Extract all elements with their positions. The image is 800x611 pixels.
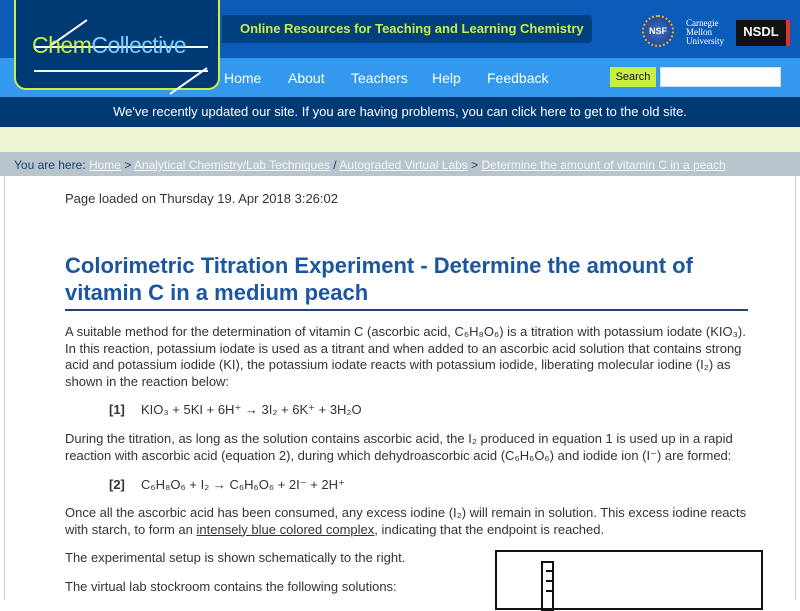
- search-input[interactable]: [660, 67, 781, 87]
- paragraph-stockroom: The virtual lab stockroom contains the following solutions:: [65, 579, 397, 594]
- burette-tick: [546, 580, 554, 582]
- logo-line: [34, 70, 208, 72]
- burette-tick: [546, 590, 554, 592]
- breadcrumb-analytical[interactable]: Analytical Chemistry/Lab Techniques: [134, 158, 330, 172]
- paragraph-intro: A suitable method for the determination of vitamin C (ascorbic acid, C₆H₈O₆) is a titration with potassium iodate (KIO₃). In this reaction, potassium iodate is used as a titrant and when added to an ascorbic acid solution that contains strong acid and potassium iodide (KI), the potassium iodate reacts with potassium iodide, liberating molecular iodine (I₂) as shown in the reaction below:: [65, 324, 746, 389]
- nav-home[interactable]: Home: [224, 70, 262, 86]
- paragraph-endpoint: [65, 505, 755, 538]
- text: Once all the ascorbic acid has been consumed, any excess iodine (I₂) will remain in solution. This excess iodine reacts with starch, to form an: [65, 505, 747, 537]
- nav-about[interactable]: About: [288, 70, 325, 86]
- logo-text: ChemCollective: [32, 32, 187, 58]
- breadcrumb-sep: >: [471, 158, 479, 172]
- page-title: Colorimetric Titration Experiment - Determine the amount of vitamin C in a medium peach: [65, 253, 693, 305]
- equation-text: KIO₃ + 5KI + 6H⁺ → 3I₂ + 6K⁺ + 3H₂O: [141, 402, 362, 417]
- title-rule: [65, 309, 748, 311]
- equation-2: [109, 477, 345, 493]
- chemcollective-logo[interactable]: [14, 0, 220, 90]
- breadcrumb: [0, 152, 800, 176]
- nsdl-logo[interactable]: NSDL: [736, 20, 790, 46]
- paragraph-titration: During the titration, as long as the solution contains ascorbic acid, the I₂ produced in equation 1 is used up in a rapid reaction with ascorbic acid (equation 2), during which dehydroascorbic acid (C₆H₆O₆) and iodide ion (I⁻) are formed:: [65, 431, 733, 463]
- equation-label: [2]: [109, 477, 125, 492]
- breadcrumb-autograded[interactable]: Autograded Virtual Labs: [339, 158, 468, 172]
- text: , indicating that the endpoint is reached.: [374, 521, 605, 537]
- breadcrumb-home[interactable]: Home: [88, 158, 121, 172]
- breadcrumb-sep: /: [333, 158, 337, 172]
- equation-text: C₆H₈O₆ + I₂ → C₆H₆O₆ + 2I⁻ + 2H⁺: [141, 477, 345, 492]
- breadcrumb-sep: >: [124, 158, 132, 172]
- breadcrumb-prefix: You are here:: [14, 158, 86, 172]
- notice-strip: [0, 127, 800, 152]
- burette-icon: [541, 561, 554, 611]
- tagline: Online Resources for Teaching and Learning Chemistry: [222, 15, 592, 43]
- equation-label: [1]: [109, 402, 125, 417]
- page-loaded-time: Page loaded on Thursday 19. Apr 2018 3:26:02: [65, 191, 338, 206]
- paragraph-setup: The experimental setup is shown schematically to the right.: [65, 550, 406, 565]
- breadcrumb-current[interactable]: Determine the amount of vitamin C in a peach: [481, 158, 726, 172]
- blue-complex-link[interactable]: intensely blue colored complex: [196, 521, 375, 537]
- old-site-banner[interactable]: We've recently updated our site. If you are having problems, you can click here to get to the old site.: [0, 97, 800, 127]
- nav-teachers[interactable]: Teachers: [351, 70, 408, 86]
- search-button[interactable]: Search: [610, 67, 656, 87]
- burette-tick: [546, 570, 554, 572]
- nsf-logo[interactable]: NSF: [642, 15, 674, 47]
- equation-1: [109, 402, 362, 418]
- experimental-setup-diagram: [495, 550, 763, 610]
- cmu-logo[interactable]: Carnegie Mellon University: [686, 18, 724, 46]
- nav-help[interactable]: Help: [432, 70, 461, 86]
- nav-feedback[interactable]: Feedback: [487, 70, 549, 86]
